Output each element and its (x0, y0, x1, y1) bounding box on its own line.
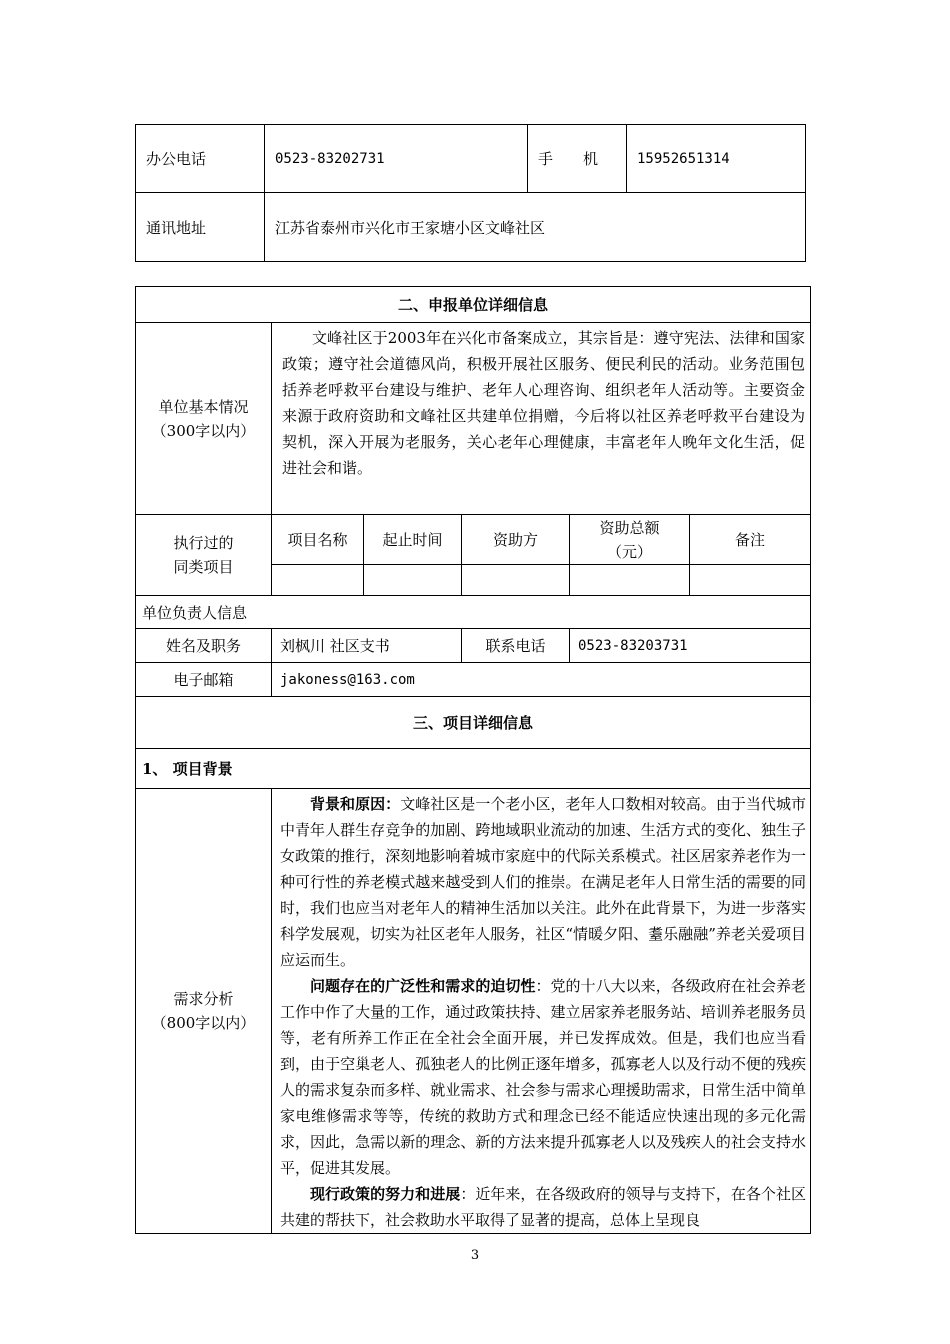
p3-lead: 现行政策的努力和进展 (310, 1185, 461, 1203)
mobile-label: 手 机 (528, 125, 627, 193)
col-amount-line1: 资助总额 (599, 518, 660, 537)
projects-label-line1: 执行过的 (173, 534, 234, 552)
address-label: 通讯地址 (136, 193, 265, 262)
projects-label-line2: 同类项目 (173, 558, 234, 576)
needs-paragraph-2 (280, 973, 806, 1181)
col-notes: 备注 (690, 515, 811, 565)
col-amount-line2: （元） (606, 542, 652, 561)
name-title-value: 刘枫川 社区支书 (272, 629, 462, 663)
section2-title: 二、申报单位详细信息 (136, 287, 811, 323)
col-project-name: 项目名称 (272, 515, 364, 565)
contact-table (135, 124, 806, 262)
leader-info-label: 单位负责人信息 (136, 596, 811, 629)
basic-info-text-cell (272, 323, 811, 515)
p1-text: 文峰社区是一个老小区，老年人口数相对较高。由于当代城市中青年人群生存竞争的加剧、跨地域职业流动的加速、生活方式的变化、独生子女政策的推行，深刻地影响着城市家庭中的代际关系模式。社区居家养老作为一种可行性的养老模式越来越受到人们的推崇。在满足老年人日常生活的需要的同时，我们也应当对老年人的精神生活加以关注。此外在此背景下，为进一步落实科学发展观，切实为社区老年人服务，社区“情暖夕阳、耋乐融融”养老关爱项目应运而生。 (280, 795, 806, 969)
office-phone-value: 0523-83202731 (265, 125, 528, 193)
needs-paragraph-3 (280, 1181, 806, 1233)
p2-lead: 问题存在的广泛性和需求的迫切性 (310, 977, 536, 995)
email-label: 电子邮箱 (136, 663, 272, 697)
projects-label (136, 515, 272, 596)
p3-text: ：近年来，在各级政府的领导与支持下，在各个社区共建的帮扶下，社会救助水平取得了显著的提高，总体上呈现良 (280, 1185, 806, 1229)
needs-limit: （800字以内） (151, 1014, 256, 1032)
needs-text-cell (272, 789, 811, 1234)
col-period: 起止时间 (364, 515, 462, 565)
empty-cell (570, 565, 690, 596)
empty-cell (690, 565, 811, 596)
page-number: 3 (470, 1248, 480, 1263)
empty-cell (364, 565, 462, 596)
empty-cell (462, 565, 570, 596)
email-value: jakoness@163.com (272, 663, 811, 697)
background-heading: 1、 项目背景 (136, 749, 811, 789)
detail-table (135, 286, 811, 1234)
basic-info-label (136, 323, 272, 515)
basic-info-limit: （300字以内） (151, 421, 256, 440)
section3-title: 三、项目详细信息 (136, 697, 811, 749)
needs-label (136, 789, 272, 1234)
col-funder: 资助方 (462, 515, 570, 565)
address-value: 江苏省泰州市兴化市王家塘小区文峰社区 (265, 193, 806, 262)
p2-text: ：党的十八大以来，各级政府在社会养老工作中作了大量的工作，通过政策扶持、建立居家养老服务站、培训养老服务员等，老有所养工作正在全社会全面开展，并已发挥成效。但是，我们也应当看到，由于空巢老人、孤独老人的比例正逐年增多，孤寡老人以及行动不便的残疾人的需求复杂而多样、就业需求、社会参与需求心理援助需求，日常生活中简单家电维修需求等等，传统的救助方式和理念已经不能适应快速出现的多元化需求，因此，急需以新的理念、新的方法来提升孤寡老人以及残疾人的社会支持水平，促进其发展。 (280, 977, 806, 1177)
name-title-label: 姓名及职务 (136, 629, 272, 663)
contact-phone-value: 0523-83203731 (570, 629, 811, 663)
col-amount (570, 515, 690, 565)
mobile-value: 15952651314 (627, 125, 806, 193)
needs-paragraph-1 (280, 791, 806, 973)
office-phone-label: 办公电话 (136, 125, 265, 193)
p1-lead: 背景和原因： (310, 795, 401, 813)
basic-info-label-text: 单位基本情况 (158, 397, 249, 416)
contact-phone-label: 联系电话 (462, 629, 570, 663)
needs-label-text: 需求分析 (173, 990, 234, 1008)
basic-info-text: 文峰社区于2003年在兴化市备案成立，其宗旨是：遵守宪法、法律和国家政策；遵守社会道德风尚，积极开展社区服务、便民利民的活动。业务范围包括养老呼救平台建设与维护、老年人心理咨询、组织老年人活动等。主要资金来源于政府资助和文峰社区共建单位捐赠，今后将以社区养老呼救平台建设为契机，深入开展为老服务，关心老年心理健康，丰富老年人晚年文化生活，促进社会和谐。 (282, 329, 805, 477)
empty-cell (272, 565, 364, 596)
